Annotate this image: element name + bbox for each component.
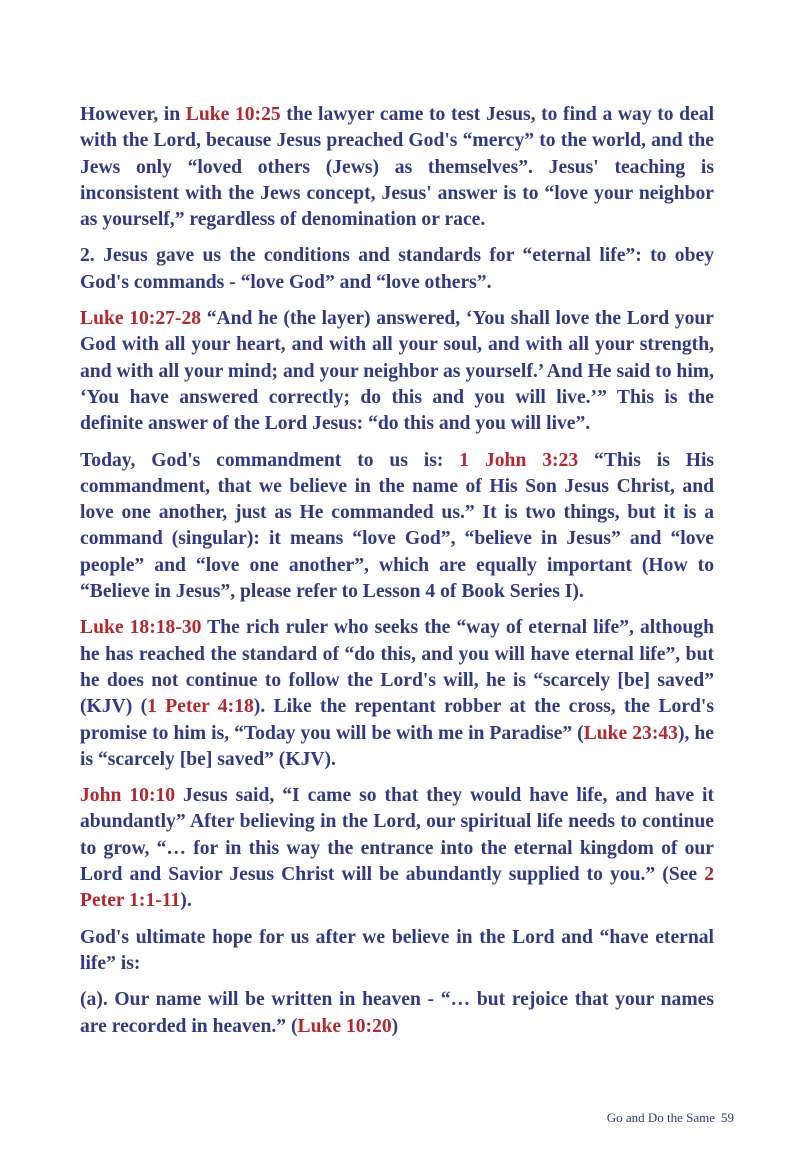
scripture-reference: Luke 18:18-30 xyxy=(80,617,202,639)
scripture-reference: 1 John 3:23 xyxy=(459,449,579,471)
text-run: ), he is “scarcely [be] saved” (KJV). xyxy=(80,722,714,770)
text-run: the lawyer came to test Jesus, to find a way to deal with the Lord, because Jesus preached God's “mercy” to the world, and the Jews only “loved others (Jews) as themselves”. Jesus' teaching is inconsistent with the Jews concept, Jesus' answer is to “love your neighbor as yourself,” regardless of denomination or race. xyxy=(80,104,715,231)
page-footer xyxy=(607,1110,734,1126)
page-body xyxy=(80,102,714,1050)
text-run: The rich ruler who seeks the “way of eternal life”, although he has reached the standard of “do this, and you will have eternal life”, but he does not continue to follow the Lord's will, he is “scarcely [be] saved” (KJV) ( xyxy=(80,617,714,718)
scripture-reference: Luke 10:25 xyxy=(185,104,281,125)
scripture-reference: John 10:10 xyxy=(80,785,176,807)
running-title: Go and Do the Same xyxy=(606,1110,715,1125)
text-run: God's ultimate hope for us after we believe in the Lord and “have eternal life” is: xyxy=(80,926,714,974)
paragraph xyxy=(80,987,714,1040)
paragraph xyxy=(80,783,714,914)
text-run: 2. Jesus gave us the conditions and standards for “eternal life”: to obey God's commands - “love God” and “love others”. xyxy=(80,245,714,293)
paragraph xyxy=(80,306,714,437)
paragraph xyxy=(80,243,714,296)
scripture-reference: 1 Peter 4:18 xyxy=(147,696,254,718)
text-run: Jesus said, “I came so that they would have life, and have it abundantly” After believing in the Lord, our spiritual life needs to continue to grow, “… for in this way the entrance into the eternal kingdom of our Lord and Savior Jesus Christ will be abundantly supplied to you.” (See xyxy=(80,785,714,886)
paragraph xyxy=(80,448,714,606)
text-run: “This is His commandment, that we believe in the name of His Son Jesus Christ, and love one another, just as He commanded us.” It is two things, but it is a command (singular): it means “love God”, “believe in Jesus” and “love people” and “love one another”, which are equally important (How to “Believe in Jesus”, please refer to Lesson 4 of Book Series I). xyxy=(80,449,715,603)
scripture-reference: Luke 23:43 xyxy=(583,722,678,744)
paragraph xyxy=(80,102,714,233)
text-run: However, in xyxy=(80,104,186,125)
scripture-reference: Luke 10:27-28 xyxy=(80,308,202,330)
text-run: “And he (the layer) answered, ‘You shall love the Lord your God with all your heart, and with all your soul, and with all your strength, and with all your mind; and your neighbor as yourself.’ And He said to him, ‘You have answered correctly; do this and you will live.’” This is the definite answer of the Lord Jesus: “do this and you will live”. xyxy=(80,308,714,435)
paragraph xyxy=(80,925,714,978)
paragraph xyxy=(80,615,714,773)
text-run: ). Like the repentant robber at the cross, the Lord's promise to him is, “Today you will be with me in Paradise” ( xyxy=(80,696,714,744)
page-number: 59 xyxy=(721,1110,734,1125)
text-run: (a). Our name will be written in heaven - “… but rejoice that your names are recorded in heaven.” ( xyxy=(80,989,714,1037)
scripture-reference: 2 Peter 1:1-11 xyxy=(80,864,714,912)
text-run: ). xyxy=(180,890,192,912)
scripture-reference: Luke 10:20 xyxy=(297,1015,392,1037)
text-run: Today, God's commandment to us is: xyxy=(80,449,460,471)
text-run: ) xyxy=(391,1015,399,1037)
